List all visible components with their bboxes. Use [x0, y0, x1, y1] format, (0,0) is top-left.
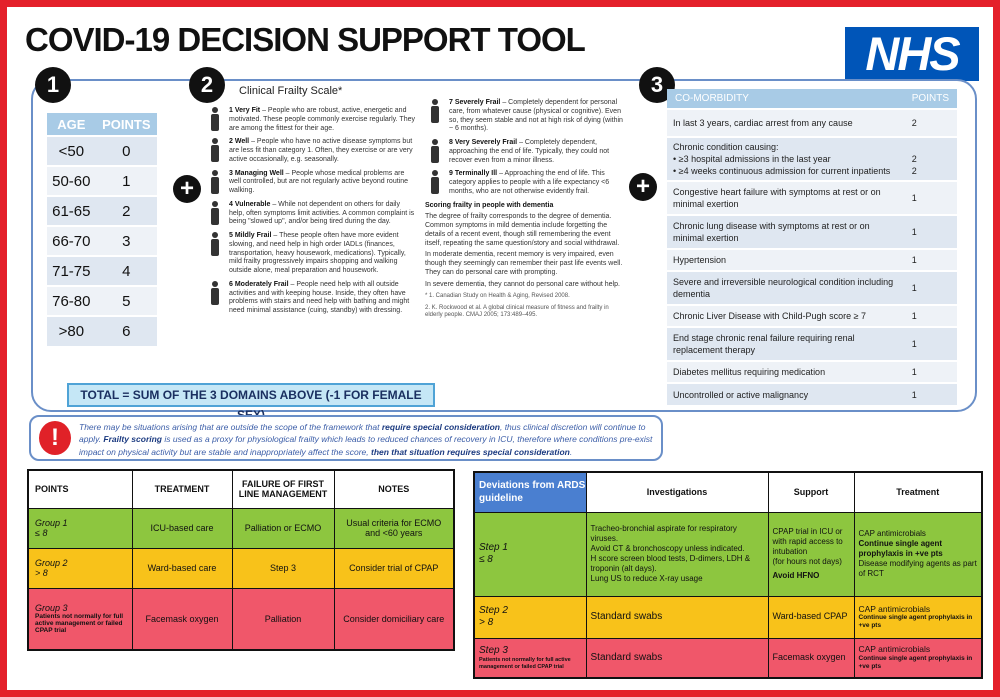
- reference: * 1. Canadian Study on Health & Aging, Revised 2008.: [425, 293, 570, 300]
- dementia-paragraph: In severe dementia, they cannot do personal care without help.: [425, 280, 620, 288]
- table-row: [667, 109, 957, 137]
- points-cell: 1: [904, 181, 957, 215]
- points-cell: 1: [904, 215, 957, 249]
- points-header: POINTS: [904, 89, 957, 109]
- table-row: [667, 249, 957, 271]
- failure-cell: Palliation: [232, 588, 334, 650]
- support-cell: Facemask oxygen: [768, 638, 854, 678]
- notes-header: NOTES: [334, 470, 454, 508]
- points-cell: 1: [904, 249, 957, 271]
- total-score-banner: TOTAL = SUM OF THE 3 DOMAINS ABOVE (-1 FOR FEMALE: [67, 383, 435, 407]
- wheelchair-icon: [429, 99, 441, 125]
- step-1-row: [474, 512, 982, 596]
- points-cell: 5: [96, 286, 157, 316]
- treatment-cell: CAP antimicrobials Continue single agent prophylaxis in +ve pts: [854, 596, 982, 638]
- comorbidity-cell: Severe and irreversible neurological condition including dementia: [667, 271, 904, 305]
- points-cell: 2: [904, 109, 957, 137]
- dementia-paragraph: The degree of frailty corresponds to the degree of dementia. Common symptoms in mild dementia include forgetting the details of a recent event, though still remembering the event itself, repeating the same question/story and social withdrawal.: [425, 213, 620, 247]
- points-cell: 3: [96, 226, 157, 256]
- clinical-frailty-scale: [205, 81, 625, 381]
- domain-1-badge: 1: [35, 67, 71, 103]
- failure-cell: Palliation or ECMO: [232, 508, 334, 548]
- failure-header: FAILURE OF FIRST LINE MANAGEMENT: [232, 470, 334, 508]
- frailty-level: 2 Well – People who have no active disease symptoms but are less fit than category 1. Often, they exercise or are very active occasionally, e.g. seasonally.: [205, 138, 415, 164]
- frailty-level: 3 Managing Well – People whose medical problems are well controlled, but are not regularly active beyond routine walking.: [205, 170, 415, 196]
- support-cell: CPAP trial in ICU or with rapid access to intubation (for hours not days) Avoid HFNO: [768, 512, 854, 596]
- table-row: [667, 271, 957, 305]
- frailty-level: 1 Very Fit – People who are robust, active, energetic and motivated. These people commonly exercise regularly. They are among the fittest for their age.: [205, 107, 415, 133]
- treatment-header: TREATMENT: [132, 470, 232, 508]
- step-2-row: [474, 596, 982, 638]
- age-cell: >80: [47, 316, 96, 346]
- points-header: POINTS: [28, 470, 132, 508]
- frailty-level: 6 Moderately Frail – People need help with all outside activities and with keeping house. Inside, they often have problems with stairs and need help with bathing and might need minimal assistance (cuing, standby) with dressing.: [205, 281, 415, 316]
- points-cell: 1: [904, 361, 957, 383]
- treatment-cell: CAP antimicrobials Continue single agent prophylaxis in +ve pts: [854, 638, 982, 678]
- table-row: [47, 286, 157, 316]
- step-cell: Step 2 > 8: [474, 596, 586, 638]
- investigations-cell: Standard swabs: [586, 596, 768, 638]
- person-with-cane-icon: [209, 201, 221, 227]
- comorbidity-cell: Chronic Liver Disease with Child-Pugh score ≥ 7: [667, 305, 904, 327]
- table-row: [47, 256, 157, 286]
- age-points-table: [47, 113, 157, 346]
- step-cell: Step 1 ≤ 8: [474, 512, 586, 596]
- page-title: COVID-19 DECISION SUPPORT TOOL: [25, 21, 585, 58]
- comorbidity-cell: In last 3 years, cardiac arrest from any cause: [667, 109, 904, 137]
- frailty-level: 9 Terminally Ill – Approaching the end of life. This category applies to people with a life expectancy <6 months, who are not otherwise evidently frail.: [425, 170, 625, 196]
- treatment-header: Treatment: [854, 472, 982, 512]
- warning-text: There may be situations arising that are outside the scope of the framework that require special consideration, thus clinical discretion will continue to apply. Frailty scoring is used as a proxy for physiological frailty which leads to reduced chances of recovery in ICU, therefore where conditions pre-exist impact on physical activity but are stable and inappropriately affect the score, then that situation requires special consideration.: [79, 422, 653, 457]
- notes-cell: Consider trial of CPAP: [334, 548, 454, 588]
- age-cell: 71-75: [47, 256, 96, 286]
- table-row: [47, 316, 157, 346]
- notes-cell: Usual criteria for ECMO and <60 years: [334, 508, 454, 548]
- step-3-row: [474, 638, 982, 678]
- person-with-walker-icon: [209, 281, 221, 307]
- investigations-cell: Tracheo-bronchial aspirate for respiratory viruses. Avoid CT & bronchoscopy unless indicated. H score screen blood tests, D-dimers, LDH & troponin (alt days). Lung US to reduce X-ray usage: [586, 512, 768, 596]
- investigations-header: Investigations: [586, 472, 768, 512]
- warning-icon: !: [39, 421, 71, 455]
- comorbidity-header: CO-MORBIDITY: [667, 89, 904, 109]
- table-row: [667, 137, 957, 181]
- frailty-level: 8 Very Severely Frail – Completely dependent, approaching the end of life. Typically, they could not recover even from a minor illness.: [425, 139, 625, 165]
- person-figure-icon: [209, 170, 221, 196]
- comorbidity-cell: Congestive heart failure with symptoms at rest or on minimal exertion: [667, 181, 904, 215]
- points-cell: 2 2: [904, 137, 957, 181]
- comorbidity-cell: Chronic lung disease with symptoms at rest or on minimal exertion: [667, 215, 904, 249]
- dementia-heading: Scoring frailty in people with dementia: [425, 201, 554, 209]
- notes-cell: Consider domiciliary care: [334, 588, 454, 650]
- points-cell: 1: [96, 166, 157, 196]
- table-row: [667, 305, 957, 327]
- age-cell: 61-65: [47, 196, 96, 226]
- points-cell: 1: [904, 271, 957, 305]
- seated-person-icon: [429, 170, 441, 196]
- age-cell: <50: [47, 136, 96, 166]
- table-row: [667, 327, 957, 361]
- comorbidity-cell: Chronic condition causing: • ≥3 hospital admissions in the last year • ≥4 weeks continuous admission for current inpatients: [667, 137, 904, 181]
- table-row: [47, 136, 157, 166]
- group-1-row: [28, 508, 454, 548]
- table-row: [47, 226, 157, 256]
- group-3-row: [28, 588, 454, 650]
- points-cell: 2: [96, 196, 157, 226]
- table-row: [47, 166, 157, 196]
- comorbidity-cell: Uncontrolled or active malignancy: [667, 383, 904, 405]
- table-row: [47, 196, 157, 226]
- group-cell: Group 3 Patients not normally for full active management or failed CPAP trial: [28, 588, 132, 650]
- comorbidity-cell: Hypertension: [667, 249, 904, 271]
- plus-icon: +: [629, 173, 657, 201]
- points-cell: 1: [904, 327, 957, 361]
- reference: 2. K. Rockwood et al. A global clinical measure of fitness and frailty in elderly people. CMAJ 2005; 173:489–495.: [425, 304, 609, 319]
- frailty-column-right: [425, 99, 625, 320]
- person-figure-icon: [209, 138, 221, 164]
- group-cell: Group 1 ≤ 8: [28, 508, 132, 548]
- domain-2-badge: 2: [189, 67, 225, 103]
- comorbidity-cell: End stage chronic renal failure requiring renal replacement therapy: [667, 327, 904, 361]
- group-cell: Group 2 > 8: [28, 548, 132, 588]
- bed-icon: [429, 139, 441, 165]
- deviations-header: Deviations from ARDS guideline: [474, 472, 586, 512]
- table-row: [667, 383, 957, 405]
- frailty-level: 4 Vulnerable – While not dependent on others for daily help, often symptoms limit activities. A common complaint is being "slowed up", and/or being tired during the day.: [205, 201, 415, 227]
- person-figure-icon: [209, 107, 221, 133]
- person-with-cane-icon: [209, 232, 221, 258]
- points-cell: 6: [96, 316, 157, 346]
- age-cell: 50-60: [47, 166, 96, 196]
- treatment-groups-table: [27, 469, 455, 651]
- domain-3-badge: 3: [639, 67, 675, 103]
- special-consideration-warning: [29, 415, 663, 461]
- support-header: Support: [768, 472, 854, 512]
- age-cell: 66-70: [47, 226, 96, 256]
- plus-icon: +: [173, 175, 201, 203]
- points-cell: 0: [96, 136, 157, 166]
- frailty-column-left: [205, 107, 415, 321]
- ards-deviations-table: [473, 471, 983, 679]
- nhs-logo: NHS: [845, 27, 979, 81]
- points-cell: 1: [904, 383, 957, 405]
- points-cell: 1: [904, 305, 957, 327]
- table-row: [667, 361, 957, 383]
- treatment-cell: Ward-based care: [132, 548, 232, 588]
- table-row: [667, 181, 957, 215]
- treatment-cell: Facemask oxygen: [132, 588, 232, 650]
- frailty-level: 7 Severely Frail – Completely dependent for personal care, from whatever cause (physical or cognitive). Even so, they seem stable and not at high risk of dying (within ~ 6 months).: [425, 99, 625, 134]
- treatment-cell: ICU-based care: [132, 508, 232, 548]
- failure-cell: Step 3: [232, 548, 334, 588]
- points-header: POINTS: [96, 113, 157, 136]
- step-cell: Step 3 Patients not normally for full active management or failed CPAP trial: [474, 638, 586, 678]
- dementia-paragraph: In moderate dementia, recent memory is very impaired, even though they seemingly can remember their past life events well. They can do personal care with prompting.: [425, 251, 623, 276]
- treatment-cell: CAP antimicrobials Continue single agent prophylaxis in +ve pts Disease modifying agents as part of RCT: [854, 512, 982, 596]
- age-cell: 76-80: [47, 286, 96, 316]
- table-row: [667, 215, 957, 249]
- comorbidity-cell: Diabetes mellitus requiring medication: [667, 361, 904, 383]
- comorbidity-table: [667, 89, 957, 405]
- support-cell: Ward-based CPAP: [768, 596, 854, 638]
- points-cell: 4: [96, 256, 157, 286]
- investigations-cell: Standard swabs: [586, 638, 768, 678]
- frailty-scale-title: Clinical Frailty Scale*: [239, 85, 343, 97]
- frailty-level: 5 Mildly Frail – These people often have more evident slowing, and need help in high order IADLs (finances, transportation, heavy housework, medications). Typically, mild frailty progressively impairs shopping and walking outside alone, meal preparation and housework.: [205, 232, 415, 276]
- group-2-row: [28, 548, 454, 588]
- age-header: AGE: [47, 113, 96, 136]
